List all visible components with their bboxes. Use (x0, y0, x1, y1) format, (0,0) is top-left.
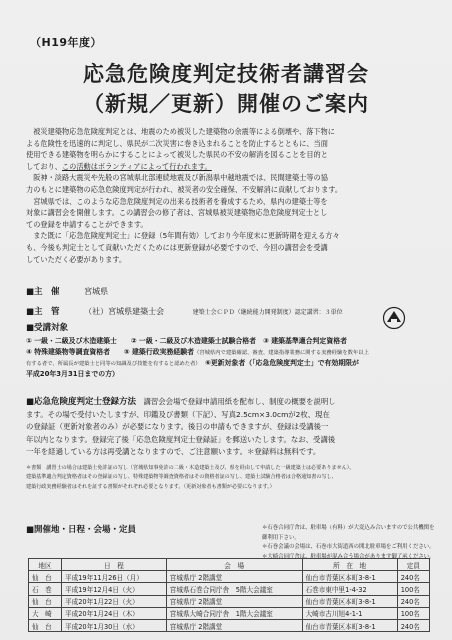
cpd-text: 建築士会ＣＰＤ（継続能力開発制度）認定講習：３単位 (192, 309, 343, 316)
document-note: ＊書類 講習士の場合は建築士免許証の写し（宮城県知事免許の二級・木造建築士及び、県を経由して申請した一級建築士は必要ありません）、 建築基準適合判定資格者はその登録証の写し、特殊建築物等調査資格者はその資格者証の写し、建築士試験合格者は合格通知書の写し、 建築行政実務経験者はそれを証する書類がそれぞれ必要となります。（更新対象者も書類が必要になります。） (26, 465, 355, 490)
intro-line: していただく必要があります。 (26, 254, 127, 264)
fiscal-year-label: （H19年度） (30, 36, 103, 49)
title-line-1: 応急危険度判定技術者講習会 (83, 62, 369, 86)
schedule-notes: ＊石巻合同庁舎は、駐車場（有料）が大変込み合いますので公共機関を御利用下さい。 ＊石巻会議の会場は、石巻市大街道西の開北駐車場をご利用ください。 ＊大崎合同庁舎は、駐車場が混み合う場合があります御了承ください。 (262, 525, 435, 560)
target-label: ■受講対象 (26, 323, 69, 333)
intro-line: 宮城県では、このような応急危険度判定の出来る技術者を養成するため、県内の建築士等を (26, 196, 328, 206)
registration-label: ■応急危険度判定士登録方法 (26, 397, 137, 407)
volunteer-note: この活動はボランティアによって行われます。 (61, 161, 212, 171)
header-capacity: 定員 (397, 559, 429, 571)
registration-line: の登録証（更新対象者のみ）が必要になります。後日の申請もできますが、登録は受講後一 (26, 422, 329, 432)
organizer-label: ■主 催 (26, 287, 60, 297)
table-row: 仙 台 平成20年1月22日（火） 宮城県庁 2階講堂 仙台市青葉区本町3-8-1 240名 (29, 595, 430, 607)
intro-line: よる危険性を迅速的に判定し、県民が二次災害に巻き込まれることを防止するとともに、当面 (26, 138, 328, 148)
table-row: 仙 台 平成19年11月26日（月） 宮城県庁 2階講堂 仙台市青葉区本町3-8-1 240名 (29, 571, 430, 583)
registration-line: 年以内となります。登録完了後「応急危険度判定士登録証」を郵送いたします。なお、受講後 (26, 434, 336, 444)
intro-line: しており、この活動はボランティアによって行われます。 (26, 161, 212, 171)
table-header-row (29, 559, 430, 571)
intro-line: ての登録を申請することができます。 (26, 219, 148, 229)
header-area: 地区 (29, 559, 62, 571)
manager-row (26, 306, 386, 319)
registration-line: ます。その場で受付いたしますが、印鑑及び書類（下記）、写真2.5cm×3.0cmが2枚、現在 (26, 409, 330, 419)
target-line: 平成20年3月31日までの方） (26, 370, 119, 378)
intro-line: また既に「応急危険度判定士」に登録（5年間有効）しており今年度末に更新時期を迎える方々 (26, 231, 340, 241)
registration-line: 一年を経過している方は再受講となりますので、ご注意願います。＊登録料は無料です。 (26, 447, 321, 457)
manager-value: （社）宮城県建築士会 (84, 307, 165, 316)
intro-line: 対象に講習会を開催します。この講習会の修了者は、宮城県被災建築物応急危険度判定士とし (26, 208, 328, 218)
table-row: 仙 台 平成20年1月30日（水） 宮城県庁 2階講堂 仙台市青葉区本町3-8-1 240名 (29, 619, 430, 631)
intro-line: も、今後も判定士として貢献いただくためには更新登録が必要ですので、今回の講習会を受講 (26, 242, 328, 252)
organizer-value: 宮城県 (84, 287, 109, 296)
intro-paragraphs (26, 126, 426, 265)
organizer-row (26, 286, 108, 298)
header-venue: 会 場 (166, 559, 302, 571)
architects-association-logo (382, 306, 406, 330)
schedule-label: ■開催地・日程・会場・定員 (26, 525, 137, 535)
target-line: ① 一級・二級及び木造建築士 ② 一級・二級及び木造建築士試験合格者 ③ 建築基準適合判定資格者 (26, 337, 347, 345)
intro-line: 被災建築物応急危険度判定とは、地震のため被災した建築物の余震等による倒壊や、落下物に (26, 127, 335, 136)
intro-line: 阪神・淡路大震災や先般の宮城県北部連続地震及び新潟県中越地震では、民間建築士等の協 (26, 173, 328, 183)
header-address: 所 在 地 (302, 559, 397, 571)
target-line: ④ 特殊建築物等調査資格者 ⑤ 建築行政実務経験者（宮城県内で建築確認、審査、建築指導業務に関する実務経験を数年以上 (26, 348, 369, 356)
schedule-table (28, 558, 430, 632)
target-list (26, 336, 436, 380)
target-line: 有する者で、所属長が建築士と同等の知識及び技能を有すると認めた者） ⑥更新対象者（「応急危険度判定士」で有効期限が (26, 359, 359, 367)
intro-line: 力のもとに建築物の応急危険度判定が行われ、被災者の安全確保、不安解消に貢献しております。 (26, 184, 343, 194)
title-line-2: （新規／更新）開催のご案内 (83, 92, 369, 116)
registration-line: ■応急危険度判定士登録方法 講習会会場で登録申請用紙を配布し、制度の概要を説明し (26, 397, 336, 407)
registration-section (26, 396, 430, 459)
header-date: 日 程 (62, 559, 167, 571)
table-row: 大 崎 平成20年1月24日（木） 宮城県大崎合同庁舎 1階大会議室 大崎市古川旭4-1-1 100名 (29, 607, 430, 619)
manager-label: ■主 管 (26, 307, 60, 317)
intro-line: 使用できる建築物を明らかにすることによって被災した県民の不安の解消を図ることを目的と (26, 150, 328, 160)
table-row: 石 巻 平成19年12月4日（火） 宮城県石巻合同庁舎 5階大会議室 石巻市東中里1-4-32 100名 (29, 583, 430, 595)
